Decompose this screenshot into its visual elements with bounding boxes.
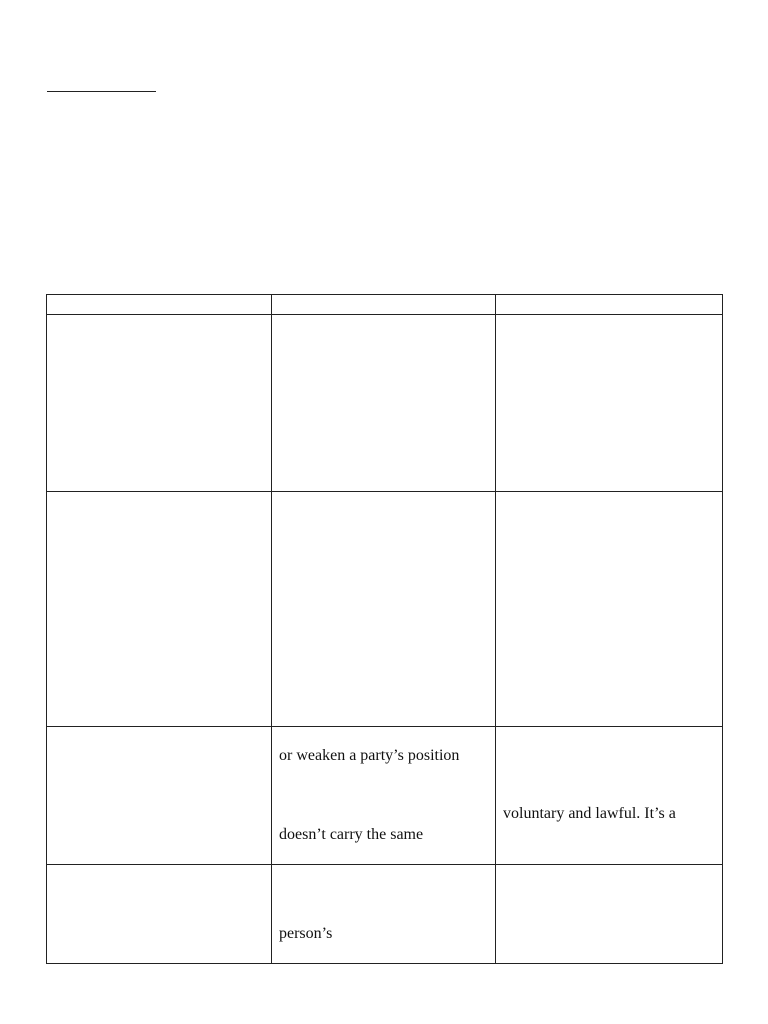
table-cell <box>496 492 723 727</box>
table-row <box>47 315 723 492</box>
table-cell <box>47 492 272 727</box>
table-cell <box>272 865 496 964</box>
table-row <box>47 727 723 865</box>
table-cell <box>272 315 496 492</box>
table-cell <box>496 295 723 315</box>
table-cell <box>272 727 496 865</box>
table-cell <box>496 315 723 492</box>
table-cell <box>47 315 272 492</box>
table-cell <box>47 727 272 865</box>
table-cell <box>272 295 496 315</box>
cell-text-fragment: or weaken a party’s position <box>279 747 460 764</box>
comparison-table <box>46 294 723 964</box>
table-cell <box>496 727 723 865</box>
table-cell <box>496 865 723 964</box>
table-cell <box>272 492 496 727</box>
table-header-row <box>47 295 723 315</box>
heading-underline <box>47 91 156 92</box>
cell-text-fragment: voluntary and lawful. It’s a <box>503 805 676 822</box>
table-row <box>47 865 723 964</box>
cell-text-fragment: doesn’t carry the same <box>279 826 424 843</box>
table-row <box>47 492 723 727</box>
table-cell <box>47 295 272 315</box>
cell-text-fragment: person’s <box>279 925 333 942</box>
table-cell <box>47 865 272 964</box>
